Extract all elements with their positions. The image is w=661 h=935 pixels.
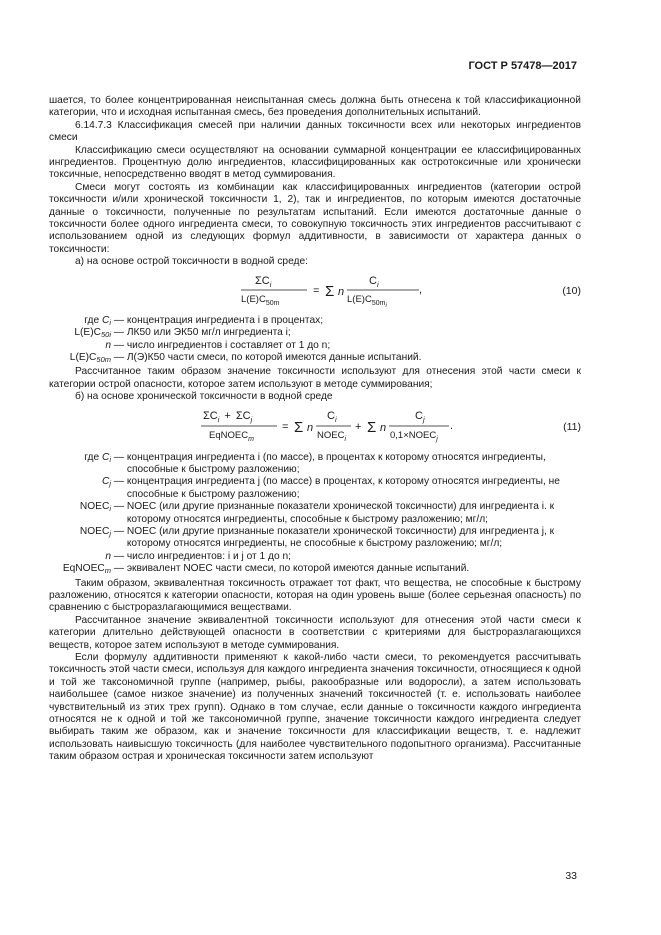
definition-symbol-text: NOEC <box>79 501 110 513</box>
definition-symbol-text: C <box>101 476 110 488</box>
f11-plus: + <box>355 420 362 433</box>
f11-r2-denominator: $0,1\times NOEC_j$ <box>390 429 438 443</box>
f10-trailing-comma: , <box>419 283 423 296</box>
definition-symbol-text: NOEC <box>79 525 110 537</box>
definition-symbol-subscript: m <box>104 566 111 576</box>
definition-symbol-text: C <box>101 451 110 463</box>
f10-lhs-denominator: $L(E)C_{50m}$ <box>241 293 280 307</box>
definition-row <box>49 452 581 477</box>
paragraph-additivity: Если формулу аддитивности применяют к какой-либо части смеси, то рекомендуется рассчитывать токсичность этой части смеси, используя для каждого ингредиента значения токсичности, относящиеся к одной и той же таксономичной группе (например, рыбы, ракообразные или водоросли), а затем использовать наибольшее (самое низкое значение) из полученных значений токсичностей (т. е. использовать наиболее чувствительный из этих трех групп). Однако в том случае, если данные о токсичности каждого ингредиента относятся не к одной и той же таксономичной группе, значение токсичности каждого ингредиента следует выбирать таким же образом, как и значение токсичности для классификации веществ, т. е. надлежит использовать наивысшую токсичность (для наиболее чувствительного подопытного организма). Рассчитанные таким образом острая и хроническая токсичности затем используют <box>49 652 581 763</box>
definition-symbol <box>49 476 111 488</box>
definition-dash: — <box>111 563 127 575</box>
definition-symbol <box>49 352 111 364</box>
f10-sum: Σ <box>325 282 335 300</box>
definition-symbol-subscript: j <box>109 528 111 538</box>
definition-text: число ингредиентов: i и j от 1 до n; <box>126 550 291 562</box>
definition-symbol-subscript: i <box>109 317 111 327</box>
paragraph-acute-result: Рассчитанное таким образом значение токсичности используют для отнесения этой части смеси к категории острой опасности, которое затем используют в методе суммирования; <box>49 366 581 390</box>
definition-symbol-subscript: j <box>109 479 111 489</box>
definition-dash: — <box>111 525 127 537</box>
definition-row <box>49 327 581 339</box>
definition-symbol-subscript: 50m <box>96 354 111 364</box>
definition-text: число ингредиентов i составляет от 1 до n; <box>126 339 331 351</box>
f11-lhs-numerator: $\Sigma C_i + \Sigma C_j$ <box>203 409 253 424</box>
f10-lhs-numerator: $\Sigma C_i$ <box>255 274 272 289</box>
definition-row <box>49 526 581 551</box>
definition-symbol-text: C <box>101 314 110 326</box>
formula-11-number: (11) <box>563 420 581 433</box>
paragraph-continued: шается, то более концентрированная неиспытанная смесь должна быть отнесена к той классификационной категории, что и исходная испытанная смесь, без проведения дополнительных испытаний. <box>49 95 581 119</box>
f11-n-2: n <box>380 421 387 434</box>
definition-row <box>49 340 581 352</box>
definition-symbol-subscript: 50i <box>100 330 111 340</box>
definition-symbol <box>49 452 111 464</box>
formula-11 <box>49 404 581 450</box>
page-content <box>49 95 581 764</box>
definition-row <box>49 501 581 526</box>
definition-prefix: где <box>84 451 102 463</box>
f11-n-1: n <box>307 421 314 434</box>
definition-text: концентрация ингредиента j (по массе) в процентах, к которому относятся ингредиенты, не способные к быстрому разложению; <box>126 476 560 500</box>
formula-10 <box>49 269 581 313</box>
f11-sum-1: Σ <box>294 418 304 436</box>
definition-text: эквивалент NOEC части смеси, по которой имеются данные испытаний. <box>126 563 470 575</box>
definition-symbol <box>49 340 111 352</box>
f10-n: n <box>338 285 345 298</box>
definition-symbol <box>49 315 111 327</box>
definition-text: NOEC (или другие признанные показатели хронической токсичности) для ингредиента i. к которому относятся ингредиенты, способные к быстрому разложению; мг/л; <box>126 501 555 525</box>
definition-dash: — <box>111 476 127 488</box>
definition-dash: — <box>111 550 127 562</box>
definition-symbol <box>49 563 111 575</box>
definition-text: ЛК50 или ЭК50 мг/л ингредиента i; <box>126 327 291 339</box>
formula-10-number: (10) <box>562 284 581 297</box>
section-heading <box>49 120 581 145</box>
f11-lhs-denominator: EqNOEC$_m$ <box>209 429 254 443</box>
f10-rhs-numerator: $C_i$ <box>369 274 379 289</box>
formula-10-svg <box>49 269 581 313</box>
definition-text: концентрация ингредиента i в процентах; <box>126 314 324 326</box>
paragraph-equivalent: Таким образом, эквивалентная токсичность отражает тот факт, что вещества, не способные к быстрому разложению, относятся к категории опасности, которая на один уровень выше (более серьезная опасность) по сравнению с быстроразлагающимися веществами. <box>49 577 581 614</box>
definitions-formula-11 <box>49 452 581 576</box>
definition-row <box>49 551 581 563</box>
page-number: 33 <box>565 870 577 882</box>
definition-symbol <box>49 327 111 339</box>
definition-dash: — <box>111 451 127 463</box>
definition-symbol-text: EqNOEC <box>62 563 105 575</box>
definition-symbol <box>49 526 111 538</box>
f10-equals: = <box>313 284 320 297</box>
f11-sum-2: Σ <box>367 418 377 436</box>
f10-rhs-denominator: $L(E)C_{50mi}$ <box>347 293 387 309</box>
f11-r1-denominator: $NOEC_i$ <box>317 429 347 443</box>
definition-symbol-subscript: i <box>109 504 111 514</box>
definition-row <box>49 315 581 327</box>
definition-prefix: где <box>84 314 102 326</box>
f11-equals: = <box>282 420 289 433</box>
definition-row <box>49 563 581 575</box>
definition-symbol-text: n <box>105 339 111 351</box>
definition-text: Л(Э)К50 части смеси, по которой имеются данные испытаний. <box>126 351 422 363</box>
definition-symbol-text: L(E)C <box>69 351 97 363</box>
paragraph-combination: Смеси могут состоять из комбинации как классифицированных ингредиентов (категории острой токсичности и/или хронической токсичности 1, 2), так и ингредиентов, по которым имеются достаточные данные о токсичности, полученные по результатам испытаний. Если имеются достаточные данные о токсичности более одного ингредиента смеси, то совокупную токсичность этих ингредиентов рассчитывают с использованием одной из следующих формул аддитивности, в зависимости от характера данных о токсичности: <box>49 181 581 255</box>
definition-symbol <box>49 551 111 563</box>
section-number: 6.14.7.3 <box>75 119 112 131</box>
definition-dash: — <box>111 351 127 363</box>
definition-text: концентрация ингредиента i (по массе), в процентах к которому относятся ингредиенты, способные к быстрому разложению; <box>126 451 546 475</box>
definition-dash: — <box>111 339 127 351</box>
f11-r1-numerator: $C_i$ <box>327 409 337 424</box>
definition-row <box>49 352 581 364</box>
definition-symbol <box>49 501 111 513</box>
list-item-a: а) на основе острой токсичности в водной среде: <box>75 256 308 268</box>
definition-dash: — <box>111 314 127 326</box>
section-title: Классификация смесей при наличии данных токсичности всех или некоторых ингредиентов смеси <box>49 119 581 144</box>
f11-r2-numerator: $C_j$ <box>415 409 425 424</box>
definition-symbol-text: L(E)C <box>74 327 101 339</box>
definition-symbol-subscript: i <box>109 454 111 464</box>
standard-code: ГОСТ Р 57478—2017 <box>468 60 577 72</box>
definition-dash: — <box>111 501 127 513</box>
definitions-formula-10 <box>49 315 581 365</box>
formula-11-svg <box>49 404 581 450</box>
definition-text: NOEC (или другие признанные показатели хронической токсичности) для ингредиента j, к которому относятся ингредиенты, не способные к быстрому разложению; мг/л; <box>126 525 555 550</box>
definition-row <box>49 476 581 501</box>
list-item-b: б) на основе хронической токсичности в водной среде <box>75 391 333 403</box>
f11-trailing-period: . <box>450 419 454 432</box>
paragraph-chronic-result: Рассчитанное значение эквивалентной токсичности используют для отнесения этой части смеси к категории длительно действующей опасности в соответствии с критериями для быстроразлагающихся веществ, которое затем используют в методе суммирования. <box>49 614 581 651</box>
definition-symbol-text: n <box>105 550 111 562</box>
paragraph-basis: Классификацию смеси осуществляют на основании суммарной концентрации ее классифицированных ингредиентов. Процентную долю ингредиентов, классифицированных как остротоксичные или хронически токсичные, непосредственно вводят в метод суммирования. <box>49 144 581 181</box>
definition-dash: — <box>111 327 127 339</box>
